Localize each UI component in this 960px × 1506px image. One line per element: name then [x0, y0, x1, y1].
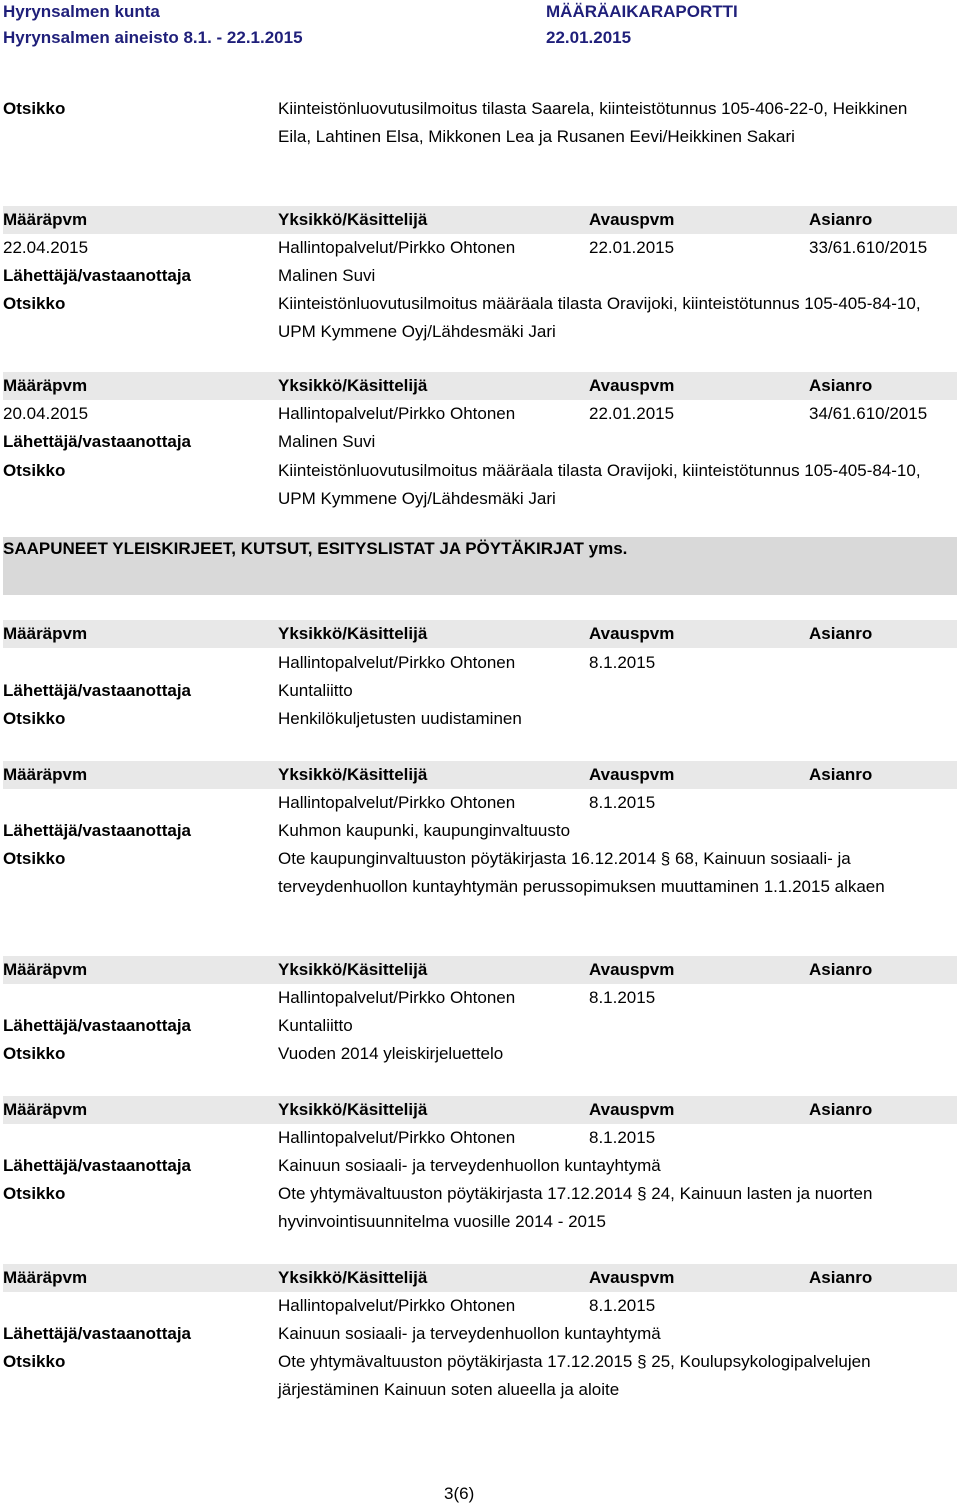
section-heading [3, 537, 957, 595]
column-header [3, 1264, 957, 1292]
entry-title-row [3, 1040, 957, 1068]
col-yksikko: Yksikkö/Käsittelijä [278, 376, 428, 395]
lahettaja-label: Lähettäjä/vastaanottaja [3, 1156, 192, 1175]
entry-title-row [3, 457, 957, 513]
otsikko-label: Otsikko [3, 461, 66, 480]
col-avauspvm: Avauspvm [589, 376, 675, 395]
otsikko-label: Otsikko [3, 849, 66, 868]
lahettaja-value: Kainuun sosiaali- ja terveydenhuollon kuntayhtymä [278, 1324, 661, 1343]
yksikko-value: Hallintopalvelut/Pirkko Ohtonen [278, 988, 516, 1007]
sender-row [3, 1320, 957, 1348]
avauspvm-value: 22.01.2015 [589, 238, 675, 257]
page-number: 3(6) [444, 1484, 475, 1503]
yksikko-value: Hallintopalvelut/Pirkko Ohtonen [278, 238, 516, 257]
col-maarapvm: Määräpvm [3, 624, 88, 643]
lahettaja-value: Malinen Suvi [278, 266, 376, 285]
entry-data-row [3, 649, 957, 677]
otsikko-label: Otsikko [3, 1352, 66, 1371]
col-yksikko: Yksikkö/Käsittelijä [278, 1268, 428, 1287]
otsikko-value: Ote kaupunginvaltuuston pöytäkirjasta 16.12.2014 § 68, Kainuun sosiaali- ja terveydenhuollon kuntayhtymän perussopimuksen muuttaminen 1.1.2015 alkaen [278, 849, 885, 896]
entry-title-row [3, 705, 957, 733]
otsikko-label: Otsikko [3, 1044, 66, 1063]
column-header [3, 372, 957, 400]
lahettaja-label: Lähettäjä/vastaanottaja [3, 432, 192, 451]
col-maarapvm: Määräpvm [3, 210, 88, 229]
column-header [3, 620, 957, 648]
sender-row [3, 262, 957, 290]
avauspvm-value: 8.1.2015 [589, 1296, 656, 1315]
col-maarapvm: Määräpvm [3, 1100, 88, 1119]
col-avauspvm: Avauspvm [589, 1100, 675, 1119]
yksikko-value: Hallintopalvelut/Pirkko Ohtonen [278, 1128, 516, 1147]
lahettaja-value: Kuhmon kaupunki, kaupunginvaltuusto [278, 821, 571, 840]
sender-row [3, 428, 957, 456]
lahettaja-label: Lähettäjä/vastaanottaja [3, 1324, 192, 1343]
lahettaja-value: Kuntaliitto [278, 1016, 353, 1035]
maarapvm-value: 20.04.2015 [3, 404, 89, 423]
avauspvm-value: 22.01.2015 [589, 404, 675, 423]
report-date: 22.01.2015 [546, 28, 632, 47]
otsikko-value: Ote yhtymävaltuuston pöytäkirjasta 17.12.2014 § 24, Kainuun lasten ja nuorten hyvinvointisuunnitelma vuosille 2014 - 2015 [278, 1184, 873, 1231]
otsikko-value: Vuoden 2014 yleiskirjeluettelo [278, 1044, 504, 1063]
entry-title-row [3, 290, 957, 346]
lahettaja-value: Kuntaliitto [278, 681, 353, 700]
entry-data-row [3, 1292, 957, 1320]
report-header [3, 2, 953, 52]
otsikko-label: Otsikko [3, 294, 66, 313]
sender-row [3, 1012, 957, 1040]
col-maarapvm: Määräpvm [3, 960, 88, 979]
lahettaja-value: Malinen Suvi [278, 432, 376, 451]
entry-title-row [3, 1348, 957, 1404]
col-yksikko: Yksikkö/Käsittelijä [278, 1100, 428, 1119]
col-maarapvm: Määräpvm [3, 1268, 88, 1287]
otsikko-label: Otsikko [3, 99, 66, 118]
sender-row [3, 1152, 957, 1180]
material-range: Hyrynsalmen aineisto 8.1. - 22.1.2015 [3, 28, 303, 47]
report-title: MÄÄRÄAIKARAPORTTI [546, 2, 738, 21]
col-yksikko: Yksikkö/Käsittelijä [278, 765, 428, 784]
asianro-value: 33/61.610/2015 [809, 238, 928, 257]
otsikko-value: Kiinteistönluovutusilmoitus tilasta Saarela, kiinteistötunnus 105-406-22-0, Heikkinen Eila, Lahtinen Elsa, Mikkonen Lea ja Rusanen Eevi/Heikkinen Sakari [278, 99, 908, 146]
avauspvm-value: 8.1.2015 [589, 653, 656, 672]
col-asianro: Asianro [809, 960, 873, 979]
column-header [3, 206, 957, 234]
otsikko-label: Otsikko [3, 1184, 66, 1203]
col-avauspvm: Avauspvm [589, 624, 675, 643]
lahettaja-label: Lähettäjä/vastaanottaja [3, 821, 192, 840]
entry-data-row [3, 984, 957, 1012]
col-yksikko: Yksikkö/Käsittelijä [278, 624, 428, 643]
col-asianro: Asianro [809, 1268, 873, 1287]
yksikko-value: Hallintopalvelut/Pirkko Ohtonen [278, 653, 516, 672]
otsikko-value: Henkilökuljetusten uudistaminen [278, 709, 522, 728]
sender-row [3, 677, 957, 705]
municipality-name: Hyrynsalmen kunta [3, 2, 160, 21]
lahettaja-value: Kainuun sosiaali- ja terveydenhuollon kuntayhtymä [278, 1156, 661, 1175]
otsikko-label: Otsikko [3, 709, 66, 728]
col-asianro: Asianro [809, 376, 873, 395]
asianro-value: 34/61.610/2015 [809, 404, 928, 423]
column-header [3, 761, 957, 789]
col-avauspvm: Avauspvm [589, 960, 675, 979]
avauspvm-value: 8.1.2015 [589, 793, 656, 812]
otsikko-value: Ote yhtymävaltuuston pöytäkirjasta 17.12.2015 § 25, Koulupsykologipalvelujen järjestäminen Kainuun soten alueella ja aloite [278, 1352, 871, 1399]
sender-row [3, 817, 957, 845]
section-title: SAAPUNEET YLEISKIRJEET, KUTSUT, ESITYSLISTAT JA PÖYTÄKIRJAT yms. [3, 539, 628, 558]
col-asianro: Asianro [809, 210, 873, 229]
entry-title-row [3, 845, 957, 929]
column-header [3, 1096, 957, 1124]
entry-data-row [3, 789, 957, 817]
lahettaja-label: Lähettäjä/vastaanottaja [3, 266, 192, 285]
entry-data-row [3, 400, 957, 428]
entry-data-row [3, 1124, 957, 1152]
maarapvm-value: 22.04.2015 [3, 238, 89, 257]
otsikko-value: Kiinteistönluovutusilmoitus määräala tilasta Oravijoki, kiinteistötunnus 105-405-84-10, UPM Kymmene Oyj/Lähdesmäki Jari [278, 294, 921, 341]
col-asianro: Asianro [809, 765, 873, 784]
col-maarapvm: Määräpvm [3, 765, 88, 784]
column-header [3, 956, 957, 984]
col-asianro: Asianro [809, 1100, 873, 1119]
col-avauspvm: Avauspvm [589, 210, 675, 229]
avauspvm-value: 8.1.2015 [589, 1128, 656, 1147]
col-asianro: Asianro [809, 624, 873, 643]
col-avauspvm: Avauspvm [589, 1268, 675, 1287]
col-yksikko: Yksikkö/Käsittelijä [278, 210, 428, 229]
lahettaja-label: Lähettäjä/vastaanottaja [3, 681, 192, 700]
entry-title-row [3, 95, 957, 155]
col-maarapvm: Määräpvm [3, 376, 88, 395]
lahettaja-label: Lähettäjä/vastaanottaja [3, 1016, 192, 1035]
yksikko-value: Hallintopalvelut/Pirkko Ohtonen [278, 1296, 516, 1315]
entry-title-row [3, 1180, 957, 1236]
yksikko-value: Hallintopalvelut/Pirkko Ohtonen [278, 404, 516, 423]
avauspvm-value: 8.1.2015 [589, 988, 656, 1007]
yksikko-value: Hallintopalvelut/Pirkko Ohtonen [278, 793, 516, 812]
otsikko-value: Kiinteistönluovutusilmoitus määräala tilasta Oravijoki, kiinteistötunnus 105-405-84-10, UPM Kymmene Oyj/Lähdesmäki Jari [278, 461, 921, 508]
entry-data-row [3, 234, 957, 262]
col-yksikko: Yksikkö/Käsittelijä [278, 960, 428, 979]
col-avauspvm: Avauspvm [589, 765, 675, 784]
